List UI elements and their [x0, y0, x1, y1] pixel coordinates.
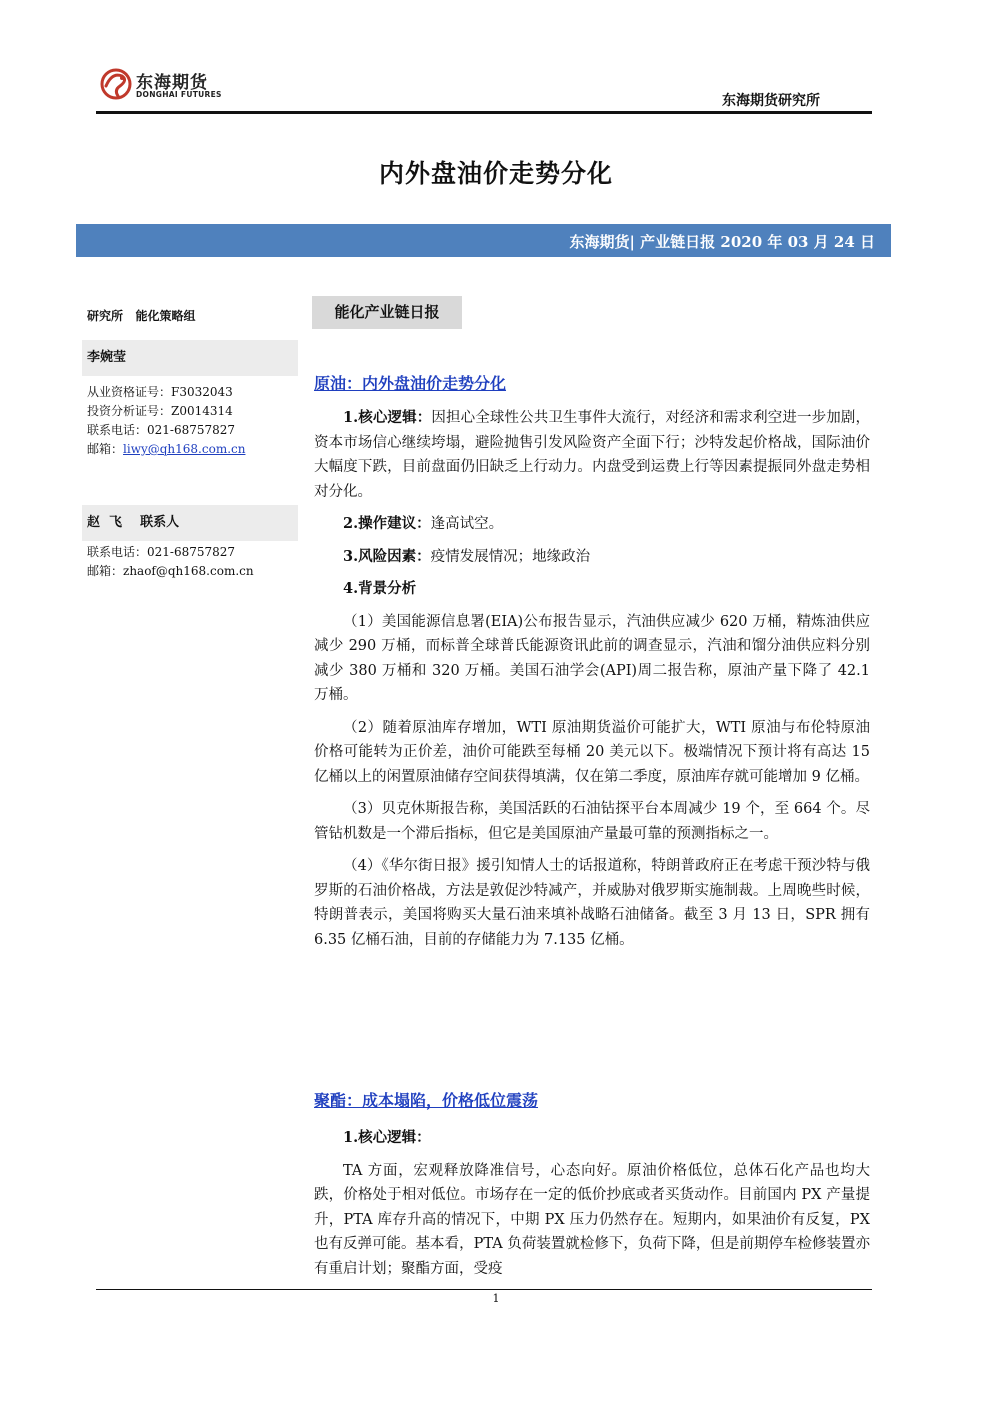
section-body-polyester: [314, 1126, 870, 1289]
section-title-polyester[interactable]: 聚酯：成本塌陷，价格低位震荡: [314, 1091, 539, 1110]
analyst-email-row: [87, 440, 303, 459]
analyst-info: [82, 383, 303, 459]
background-item: （1）美国能源信息署(EIA)公布报告显示，汽油供应减少 620 万桶，精炼油供应减少 290 万桶，而标普全球普氏能源资讯此前的调查显示，汽油和馏分油供应料分别减少 380 万桶和 320 万桶。美国石油学会(API)周二报告称，原油产量下降了 42.1 万桶。: [314, 613, 870, 703]
logo-english-text: DONGHAI FUTURES: [136, 90, 222, 99]
document-title: 内外盘油价走势分化: [378, 159, 613, 188]
contact-phone: 联系电话：021-68757827: [87, 545, 236, 559]
paragraph: [314, 512, 870, 537]
analyst-cert-line: 从业资格证号：F3032043: [87, 385, 233, 399]
paragraph-label: 3.风险因素：: [343, 547, 431, 565]
background-item: （4）《华尔街日报》援引知情人士的话报道称，特朗普政府正在考虑干预沙特与俄罗斯的石油价格战，方法是敦促沙特减产，并威胁对俄罗斯实施制裁。上周晚些时候，特朗普表示，美国将购买大量石油来填补战略石油储备。截至 3 月 13 日，SPR 拥有 6.35 亿桶石油，目前的存储能力为 7.135 亿桶。: [314, 858, 870, 948]
page-number: 1: [492, 1292, 500, 1305]
email-label: 邮箱：: [87, 442, 124, 456]
paragraph-text: 疫情发展情况；地缘政治: [430, 548, 591, 565]
contact-name: 赵 飞 联系人: [82, 505, 298, 541]
paragraph: [314, 406, 870, 504]
analyst-email-link[interactable]: liwy@qh168.com.cn: [123, 442, 246, 456]
paragraph-label: 1.核心逻辑：: [343, 1129, 431, 1146]
paragraph-label: 1.核心逻辑：: [343, 409, 432, 426]
paragraph: [314, 545, 870, 570]
paragraph-label: 4.背景分析: [343, 580, 417, 597]
paragraph: [314, 577, 870, 602]
analyst-phone: 联系电话：021-68757827: [87, 423, 236, 437]
paragraph-text: 因担心全球性公共卫生事件大流行，对经济和需求利空进一步加剧，资本市场信心继续垮塌，避险抛售引发风险资产全面下行；沙特发起价格战，国际油价大幅度下跌，目前盘面仍旧缺乏上行动力。内盘受到运费上行等因素提振同外盘走势相对分化。: [314, 410, 870, 500]
paragraph: [314, 1126, 870, 1151]
section-title-crude-oil[interactable]: 原油：内外盘油价走势分化: [314, 374, 507, 393]
paragraph: TA 方面，宏观释放降准信号，心态向好。原油价格低位，总体石化产品也均大跌，价格处于相对低位。市场存在一定的低价抄底或者买货动作。目前国内 PX 产量提升，PTA 库存升高的情况下，中期 PX 压力仍然存在。短期内，如果油价有反复，PX 也有反弹可能。基本看，PTA 负荷装置就检修下，负荷下降，但是前期停车检修装置亦有重启计划；聚酯方面，受疫: [314, 1162, 870, 1277]
background-item: （2）随着原油库存增加，WTI 原油期货溢价可能扩大，WTI 原油与布伦特原油价格可能转为正价差，油价可能跌至每桶 20 美元以下。极端情况下预计将有高达 15 亿桶以上的闲置原油储存空间获得填满，仅在第二季度，原油库存就可能增加 9 亿桶。: [314, 719, 870, 785]
logo-chinese-text: 东海期货: [136, 73, 208, 93]
analyst-cert-line: 投资分析证号：Z0014314: [87, 404, 233, 418]
footer-divider: [96, 1289, 872, 1290]
header-divider: [96, 111, 872, 114]
dragon-logo-icon: [98, 66, 134, 102]
paragraph-label: 2.操作建议：: [343, 515, 431, 532]
report-banner: [76, 224, 891, 257]
contact-info: [82, 543, 303, 581]
section-body-crude-oil: [314, 406, 870, 960]
paragraph-text: 逢高试空。: [430, 516, 504, 532]
analyst-name: 李婉莹: [82, 340, 298, 376]
report-banner-text: 东海期货| 产业链日报 2020 年 03 月 24 日: [569, 233, 875, 251]
contact-email: 邮箱：zhaof@qh168.com.cn: [87, 564, 254, 578]
company-logo: [98, 66, 248, 106]
background-item: （3）贝克休斯报告称，美国活跃的石油钻探平台本周减少 19 个，至 664 个。尽管钻机数是一个滞后指标，但它是美国原油产量最可靠的预测指标之一。: [314, 801, 870, 842]
institute-name: 东海期货研究所: [722, 93, 820, 109]
report-type-tag: 能化产业链日报: [312, 296, 462, 329]
team-label: 研究所 能化策略组: [87, 309, 196, 323]
